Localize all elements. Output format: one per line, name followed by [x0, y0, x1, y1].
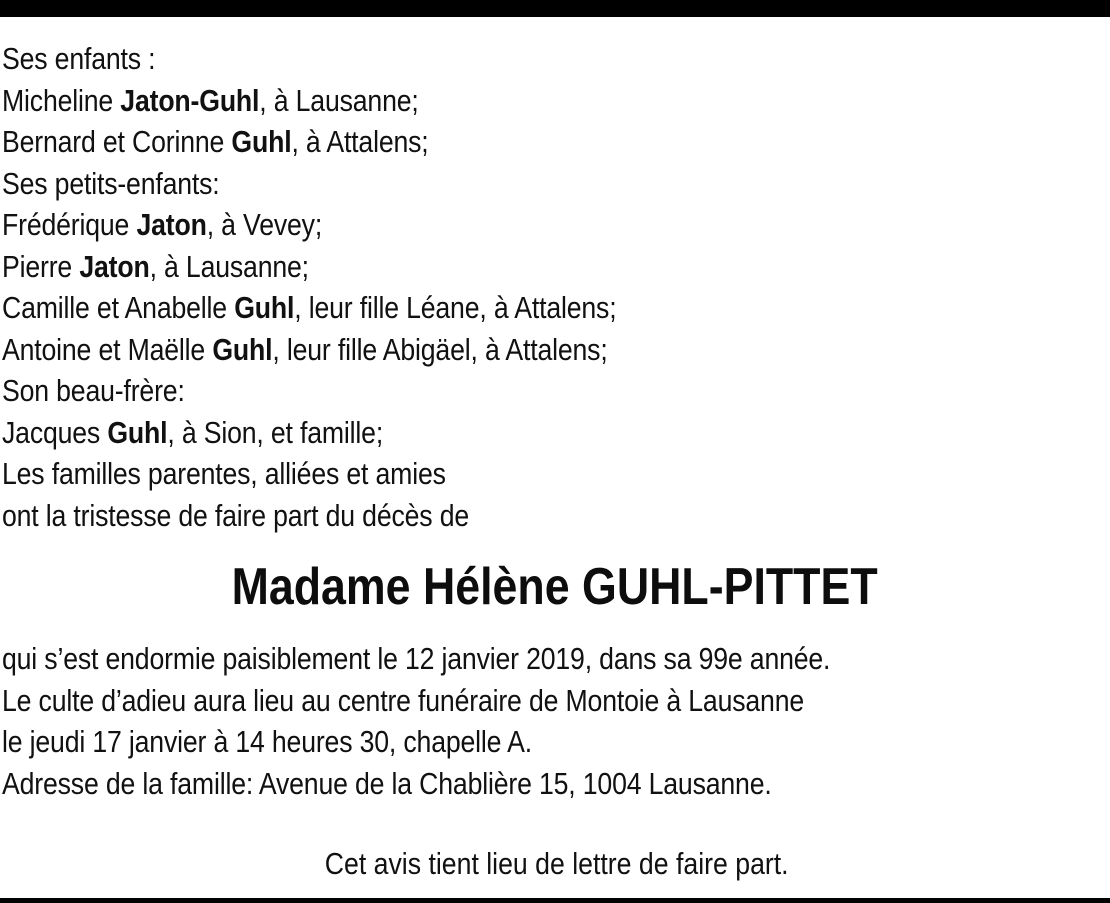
details-line: le jeudi 17 janvier à 14 heures 30, chapelle A. [2, 724, 532, 759]
first-names: Camille et Anabelle [2, 290, 235, 325]
family-member-line [2, 329, 948, 371]
grandchildren-heading: Ses petits-enfants: [2, 165, 220, 201]
deceased-name-heading [0, 549, 1110, 625]
relatives-line: Les familles parentes, alliées et amies [2, 456, 446, 491]
brother-in-law-heading: Son beau-frère: [2, 373, 185, 408]
top-border-rule [0, 0, 1110, 17]
location: , à Attalens; [291, 124, 429, 159]
children-heading: Ses enfants : [2, 41, 156, 76]
first-names: Antoine et Maëlle [2, 331, 213, 367]
surname: Guhl [107, 414, 168, 450]
surname: Guhl [231, 124, 292, 159]
deceased-name: Madame Hélène GUHL-PITTET [231, 558, 879, 616]
service-details [2, 638, 1102, 804]
closing-note-text: Cet avis tient lieu de lettre de faire part. [325, 846, 789, 881]
location: , à Lausanne; [259, 82, 419, 118]
location: , leur fille Léane, à Attalens; [294, 290, 617, 325]
surname: Jaton-Guhl [120, 82, 260, 118]
surname: Jaton [79, 248, 150, 284]
location: , à Vevey; [206, 207, 323, 242]
bottom-border-rule [0, 898, 1110, 903]
first-names: Frédérique [2, 207, 137, 242]
details-line: Le culte d’adieu aura lieu au centre funéraire de Montoie à Lausanne [2, 682, 805, 718]
family-list [2, 38, 1102, 536]
first-names: Jacques [2, 414, 108, 450]
family-member-line [2, 80, 948, 122]
location: , leur fille Abigäel, à Attalens; [272, 331, 608, 367]
family-member-line [2, 121, 948, 163]
details-line: qui s’est endormie paisiblement le 12 janvier 2019, dans sa 99e année. [2, 641, 831, 676]
details-line: Adresse de la famille: Avenue de la Chablière 15, 1004 Lausanne. [2, 765, 772, 801]
family-member-line [2, 246, 948, 288]
closing-note [0, 842, 1110, 886]
family-member-line [2, 287, 948, 329]
family-member-line [2, 412, 948, 454]
location: , à Sion, et famille; [167, 414, 384, 450]
first-names: Bernard et Corinne [2, 124, 232, 159]
surname: Guhl [212, 331, 273, 367]
family-member-line [2, 204, 948, 246]
first-names: Micheline [2, 82, 121, 118]
surname: Jaton [136, 207, 207, 242]
location: , à Lausanne; [149, 248, 309, 284]
announcement-line: ont la tristesse de faire part du décès de [2, 497, 470, 533]
surname: Guhl [234, 290, 295, 325]
first-names: Pierre [2, 248, 80, 284]
